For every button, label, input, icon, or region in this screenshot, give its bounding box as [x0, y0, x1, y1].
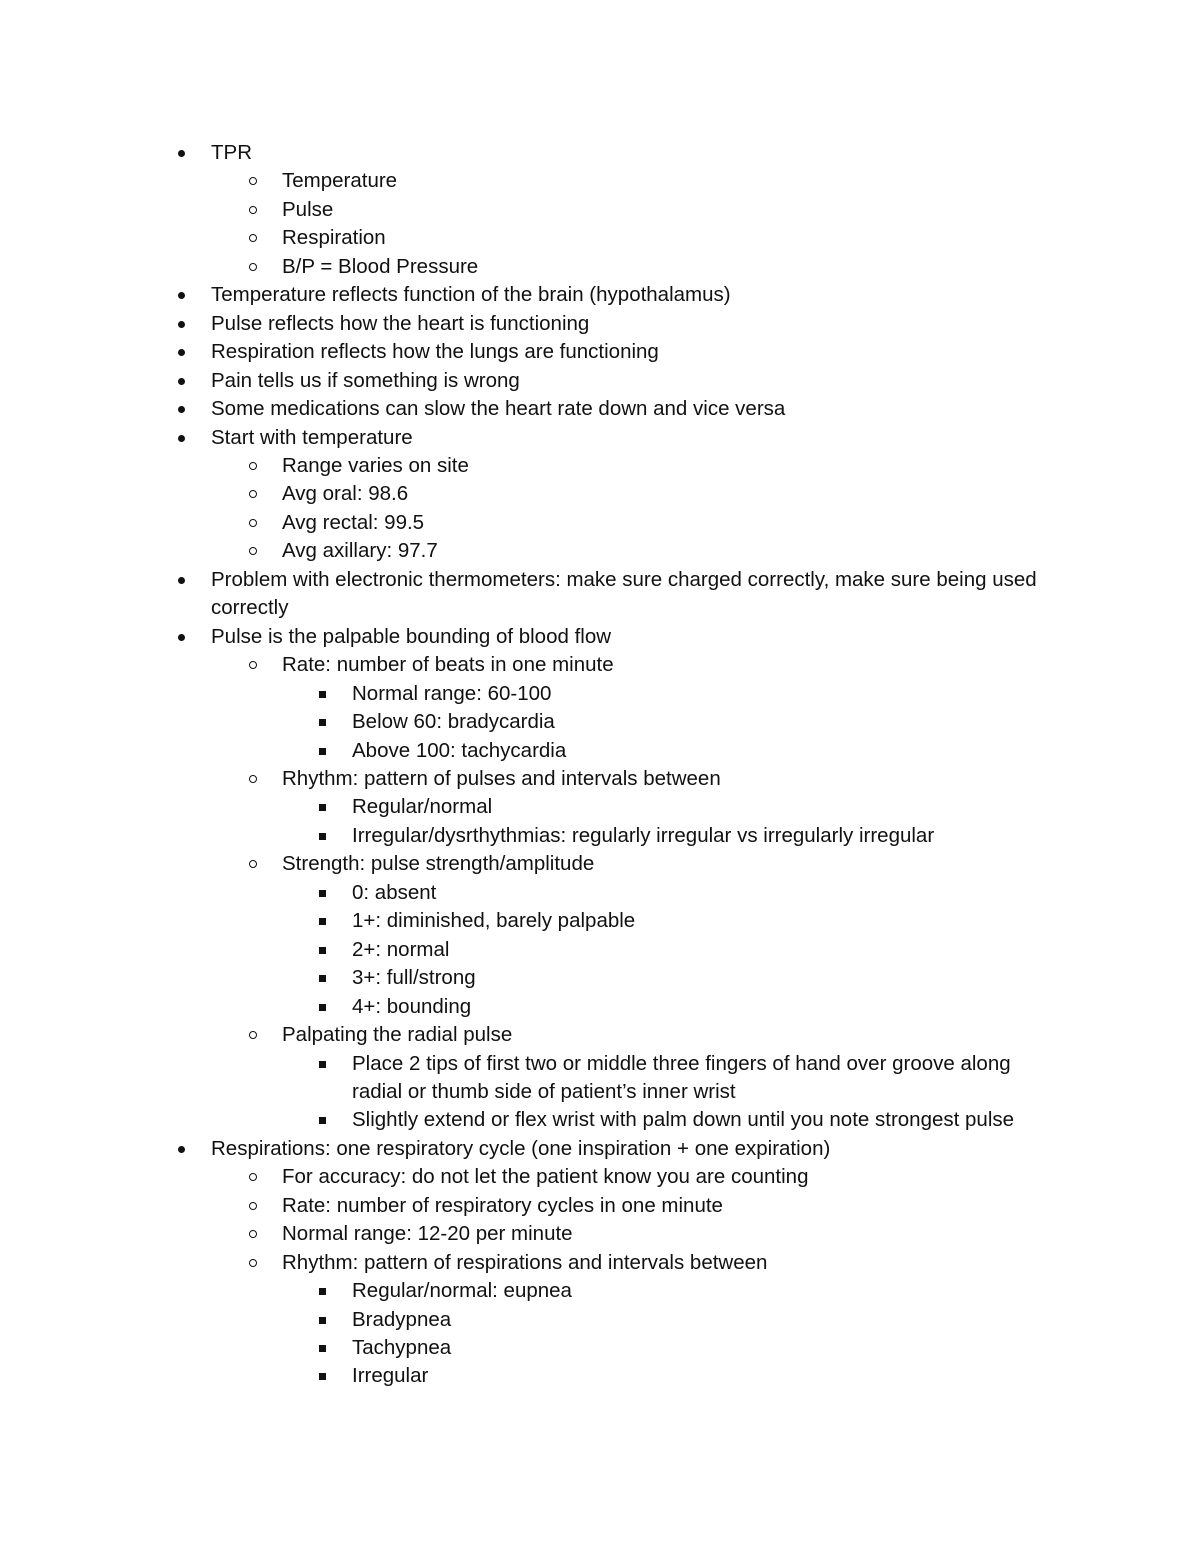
- list-item-text: Regular/normal: [352, 795, 493, 819]
- list-item-level-3: [352, 1306, 1052, 1334]
- list-item-level-1: [211, 1135, 1051, 1163]
- list-item-text: Avg axillary: 97.7: [282, 539, 438, 563]
- list-item-text: Palpating the radial pulse: [282, 1023, 513, 1047]
- square-bullet-icon: [319, 975, 326, 982]
- list-item-text: Pulse reflects how the heart is functioning: [211, 311, 590, 335]
- hollow-circle-bullet-icon: [249, 661, 257, 669]
- list-item-level-2: [282, 1220, 1052, 1248]
- square-bullet-icon: [319, 833, 326, 840]
- list-item-text: Respiration reflects how the lungs are functioning: [211, 340, 659, 364]
- list-item-text: Respirations: one respiratory cycle (one inspiration + one expiration): [211, 1136, 831, 1160]
- filled-disc-bullet-icon: [178, 634, 185, 641]
- list-item-text: Pulse: [282, 197, 334, 221]
- list-item-text: Bradypnea: [352, 1307, 452, 1331]
- list-item-level-2: [282, 452, 1052, 480]
- list-item-level-3: [352, 680, 1052, 708]
- list-item-text: Below 60: bradycardia: [352, 710, 555, 734]
- filled-disc-bullet-icon: [178, 321, 185, 328]
- list-item-level-3: [352, 708, 1052, 736]
- filled-disc-bullet-icon: [178, 150, 185, 157]
- hollow-circle-bullet-icon: [249, 860, 257, 868]
- list-item-level-1: [211, 566, 1051, 623]
- list-item-text: 0: absent: [352, 880, 437, 904]
- list-item-level-2: [282, 1021, 1052, 1049]
- list-item-text: 2+: normal: [352, 937, 450, 961]
- list-item-text: Tachypnea: [352, 1336, 452, 1360]
- list-item-level-2: [282, 1249, 1052, 1277]
- square-bullet-icon: [319, 1117, 326, 1124]
- hollow-circle-bullet-icon: [249, 462, 257, 470]
- list-item-level-2: [282, 509, 1052, 537]
- list-item-text: Slightly extend or flex wrist with palm down until you note strongest pulse: [352, 1108, 1015, 1132]
- hollow-circle-bullet-icon: [249, 177, 257, 185]
- list-item-text: Irregular/dysrthythmias: regularly irregular vs irregularly irregular: [352, 823, 935, 847]
- list-item-level-1: [211, 424, 1051, 452]
- square-bullet-icon: [319, 1061, 326, 1068]
- list-item-level-2: [282, 1192, 1052, 1220]
- square-bullet-icon: [319, 918, 326, 925]
- list-item-text: Strength: pulse strength/amplitude: [282, 852, 595, 876]
- notes-document: [0, 139, 1200, 1391]
- hollow-circle-bullet-icon: [249, 775, 257, 783]
- list-item-text: Place 2 tips of first two or middle three fingers of hand over groove along radial or thumb side of patient’s inner wrist: [352, 1051, 1011, 1103]
- list-item-level-2: [282, 167, 1052, 195]
- list-item-level-2: [282, 850, 1052, 878]
- list-item-text: Rate: number of beats in one minute: [282, 653, 614, 677]
- list-item-level-2: [282, 765, 1052, 793]
- square-bullet-icon: [319, 691, 326, 698]
- filled-disc-bullet-icon: [178, 1146, 185, 1153]
- list-item-level-3: [352, 879, 1052, 907]
- list-item-level-1: [211, 139, 1051, 167]
- list-item-text: Avg oral: 98.6: [282, 482, 409, 506]
- list-item-level-3: [352, 964, 1052, 992]
- list-item-level-2: [282, 224, 1052, 252]
- list-item-text: 1+: diminished, barely palpable: [352, 909, 636, 933]
- list-item-level-3: [352, 822, 1052, 850]
- list-item-text: Pulse is the palpable bounding of blood flow: [211, 624, 612, 648]
- filled-disc-bullet-icon: [178, 378, 185, 385]
- square-bullet-icon: [319, 1004, 326, 1011]
- hollow-circle-bullet-icon: [249, 547, 257, 555]
- list-item-level-3: [352, 1334, 1052, 1362]
- list-item-level-1: [211, 338, 1051, 366]
- list-item-text: Respiration: [282, 226, 386, 250]
- filled-disc-bullet-icon: [178, 292, 185, 299]
- list-item-level-1: [211, 395, 1051, 423]
- list-item-level-3: [352, 907, 1052, 935]
- list-item-text: Temperature reflects function of the brain (hypothalamus): [211, 283, 731, 307]
- list-item-level-1: [211, 623, 1051, 651]
- list-item-text: Regular/normal: eupnea: [352, 1279, 572, 1303]
- list-item-text: Normal range: 12-20 per minute: [282, 1222, 573, 1246]
- list-item-text: Above 100: tachycardia: [352, 738, 567, 762]
- square-bullet-icon: [319, 1317, 326, 1324]
- list-item-text: Temperature: [282, 169, 398, 193]
- list-item-level-3: [352, 993, 1052, 1021]
- square-bullet-icon: [319, 748, 326, 755]
- square-bullet-icon: [319, 804, 326, 811]
- list-item-text: Rhythm: pattern of respirations and intervals between: [282, 1250, 768, 1274]
- hollow-circle-bullet-icon: [249, 490, 257, 498]
- list-item-text: Irregular: [352, 1364, 429, 1388]
- hollow-circle-bullet-icon: [249, 1230, 257, 1238]
- square-bullet-icon: [319, 890, 326, 897]
- filled-disc-bullet-icon: [178, 349, 185, 356]
- list-item-level-2: [282, 196, 1052, 224]
- square-bullet-icon: [319, 1288, 326, 1295]
- list-item-level-3: [352, 737, 1052, 765]
- hollow-circle-bullet-icon: [249, 1031, 257, 1039]
- hollow-circle-bullet-icon: [249, 1259, 257, 1267]
- square-bullet-icon: [319, 1345, 326, 1352]
- list-item-level-2: [282, 253, 1052, 281]
- hollow-circle-bullet-icon: [249, 519, 257, 527]
- list-item-level-3: [352, 1362, 1052, 1390]
- list-item-text: Problem with electronic thermometers: make sure charged correctly, make sure being used correctly: [211, 567, 1037, 620]
- list-item-level-2: [282, 480, 1052, 508]
- hollow-circle-bullet-icon: [249, 1173, 257, 1181]
- hollow-circle-bullet-icon: [249, 206, 257, 214]
- square-bullet-icon: [319, 719, 326, 726]
- square-bullet-icon: [319, 947, 326, 954]
- list-item-text: Pain tells us if something is wrong: [211, 368, 520, 392]
- list-item-text: Avg rectal: 99.5: [282, 510, 425, 534]
- filled-disc-bullet-icon: [178, 406, 185, 413]
- list-item-level-3: [352, 1106, 1052, 1134]
- list-item-level-1: [211, 310, 1051, 338]
- list-item-text: Start with temperature: [211, 425, 413, 449]
- list-item-text: Normal range: 60-100: [352, 681, 552, 705]
- list-item-text: Rate: number of respiratory cycles in one minute: [282, 1193, 723, 1217]
- list-item-level-3: [352, 1277, 1052, 1305]
- list-item-level-1: [211, 281, 1051, 309]
- list-item-text: TPR: [211, 141, 252, 164]
- list-item-text: For accuracy: do not let the patient know you are counting: [282, 1165, 809, 1189]
- list-item-text: 4+: bounding: [352, 994, 472, 1018]
- list-item-level-2: [282, 1163, 1052, 1191]
- list-item-text: Range varies on site: [282, 453, 469, 477]
- list-item-level-1: [211, 367, 1051, 395]
- hollow-circle-bullet-icon: [249, 263, 257, 271]
- list-item-text: Rhythm: pattern of pulses and intervals between: [282, 766, 721, 790]
- list-item-level-3: [352, 936, 1052, 964]
- list-item-level-2: [282, 651, 1052, 679]
- list-item-text: 3+: full/strong: [352, 966, 476, 990]
- list-item-level-3: [352, 1050, 1052, 1107]
- list-item-text: Some medications can slow the heart rate down and vice versa: [211, 397, 786, 421]
- square-bullet-icon: [319, 1373, 326, 1380]
- hollow-circle-bullet-icon: [249, 234, 257, 242]
- filled-disc-bullet-icon: [178, 577, 185, 584]
- filled-disc-bullet-icon: [178, 435, 185, 442]
- list-item-text: B/P = Blood Pressure: [282, 254, 479, 278]
- hollow-circle-bullet-icon: [249, 1202, 257, 1210]
- list-item-level-3: [352, 793, 1052, 821]
- list-item-level-2: [282, 537, 1052, 565]
